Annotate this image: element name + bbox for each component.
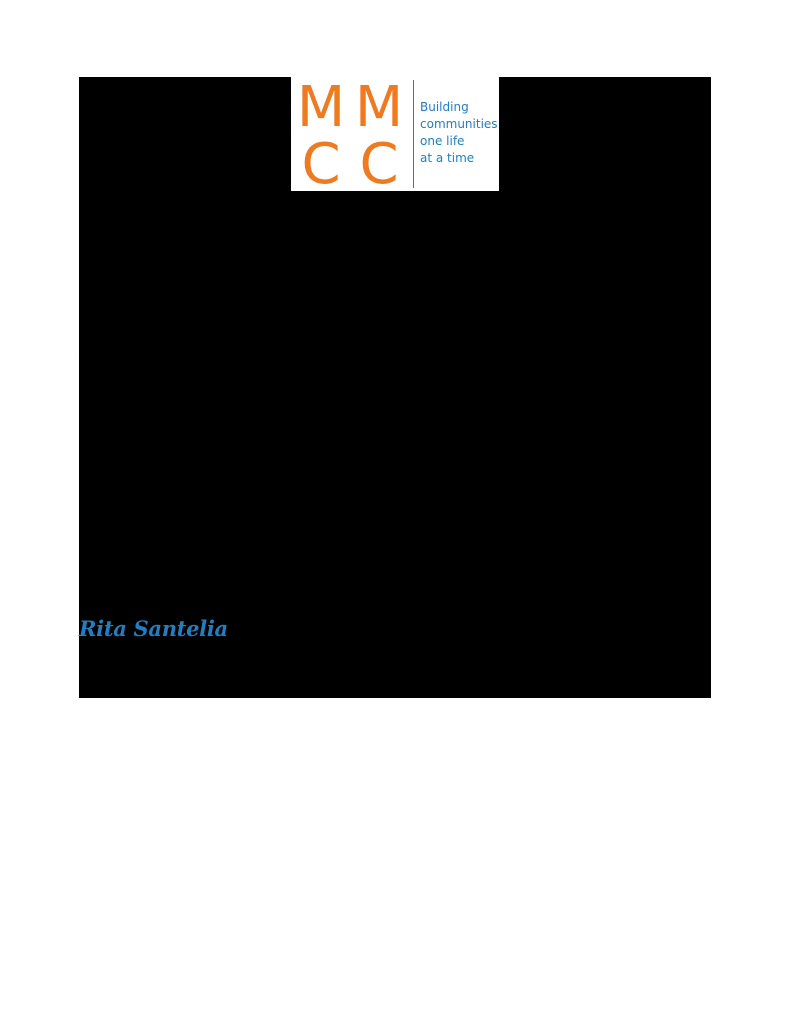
letter-body [79, 306, 711, 688]
letter-panel [79, 77, 711, 698]
signer-name: Rita Santelia, LMSW [79, 647, 209, 663]
mmcc-logo [291, 77, 499, 191]
logo-letter-c1: C [301, 132, 341, 189]
contact-name: Marisol Baez, [177, 529, 276, 545]
logo-letter-c2: C [359, 132, 399, 189]
closing: With Sympathy, [79, 573, 183, 589]
logo-divider [413, 80, 414, 188]
paragraph-support: As we deal with this immeasurable pain, MMCC wants to be an ever-present source of support and comfort for the families of those who perished. MMCC will provide key resources in the areas of pantry services, housing, and emergency benefits to those affected by this tragedy. [79, 441, 708, 501]
handwritten-signature: Rita Santelia [79, 616, 228, 641]
contact-paragraph [79, 526, 711, 548]
logo-tagline-line: communities [420, 117, 498, 131]
logo-tagline [420, 99, 500, 167]
paragraph-fire-loss: This weekend, the Bronx community suffered a heartbreaking loss. A building fire took the lives of 19 souls, nine of whom were children. Our thoughts and prayers are with the families during this difficult time. [79, 353, 698, 413]
logo-tagline-line: one life [420, 134, 465, 148]
contact-details: Families Program Director at (718) 882-4000, ext. 352. [275, 529, 634, 545]
salutation: Dear Friends, [79, 309, 165, 325]
logo-letter-m2: M [354, 79, 404, 140]
logo-tagline-line: Building [420, 100, 469, 114]
mmcc-logo-letters [291, 79, 411, 189]
logo-tagline-line: at a time [420, 151, 475, 165]
logo-letter-m1: M [296, 79, 346, 140]
signer-title: Chief Executive Officer [79, 669, 227, 685]
contact-prefix: Please contact [79, 529, 178, 545]
